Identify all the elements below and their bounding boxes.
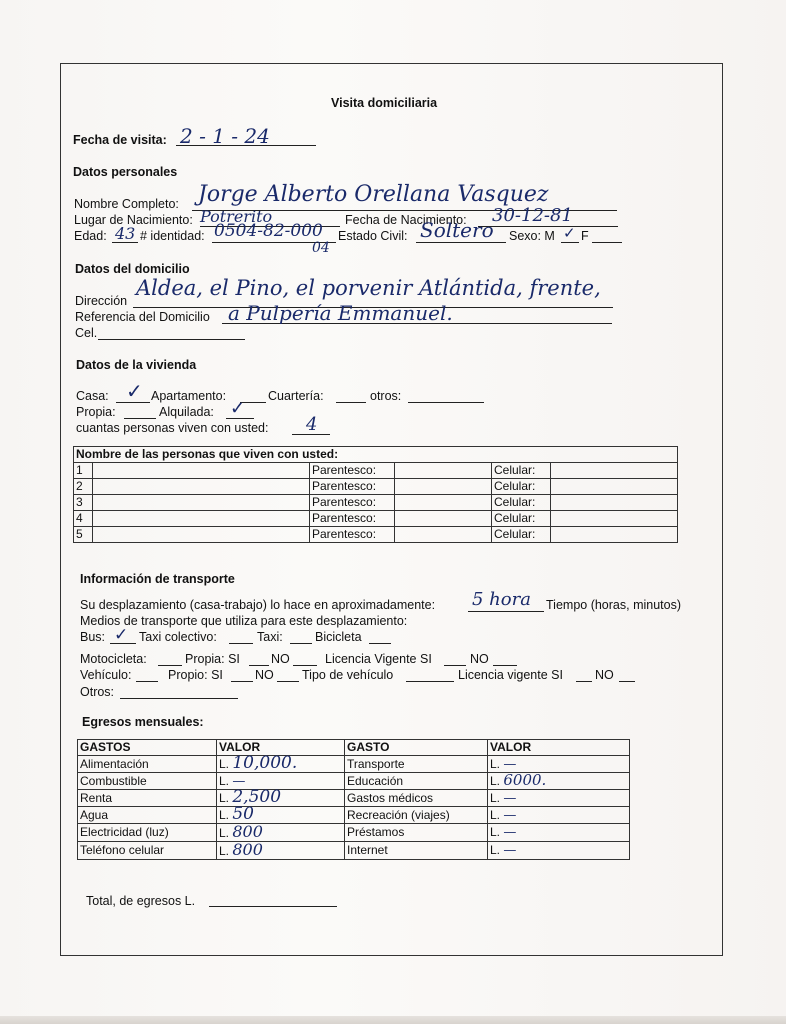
row-number: 2 bbox=[74, 479, 93, 495]
expense-value-cell[interactable] bbox=[488, 790, 630, 807]
vehicle-no-line bbox=[277, 681, 299, 682]
motorcycle-no-line bbox=[293, 665, 317, 666]
expense-value-cell[interactable] bbox=[217, 804, 345, 824]
relation-label: Parentesco: bbox=[310, 527, 395, 543]
expenses-col-right: GASTO bbox=[345, 740, 488, 756]
expenses-table bbox=[77, 739, 630, 860]
relation-label: Parentesco: bbox=[310, 495, 395, 511]
expense-value[interactable]: — bbox=[503, 825, 517, 840]
expense-value[interactable]: 800 bbox=[232, 840, 263, 859]
currency-label: L. bbox=[490, 756, 501, 771]
expense-value[interactable]: 800 bbox=[232, 822, 263, 841]
currency-label: L. bbox=[219, 773, 230, 788]
id-label: # identidad: bbox=[140, 229, 205, 243]
relation-cell[interactable] bbox=[395, 511, 492, 527]
rented-check-icon[interactable]: ✓ bbox=[230, 398, 246, 418]
cell-label: Celular: bbox=[492, 479, 551, 495]
own-line bbox=[124, 418, 156, 419]
housing-others-line bbox=[408, 402, 484, 403]
sex-f-label: F bbox=[581, 229, 589, 243]
expense-name: Electricidad (luz) bbox=[78, 824, 217, 842]
home-heading: Datos del domicilio bbox=[75, 262, 190, 276]
cell-label: Celular: bbox=[492, 495, 551, 511]
room-line bbox=[336, 402, 366, 403]
civil-status-value[interactable]: Soltero bbox=[420, 218, 494, 242]
row-number: 1 bbox=[74, 463, 93, 479]
license2-no-label: NO bbox=[595, 668, 614, 682]
bus-label: Bus: bbox=[80, 630, 106, 644]
vehicle-label: Vehículo: bbox=[80, 668, 132, 682]
currency-label: L. bbox=[490, 843, 501, 857]
id-value-second-line[interactable]: 04 bbox=[312, 240, 330, 256]
vehicle-type-label: Tipo de vehículo bbox=[302, 668, 394, 682]
sex-m-check-icon[interactable]: ✓ bbox=[563, 225, 576, 242]
currency-label: L. bbox=[219, 844, 230, 858]
birthplace-value[interactable]: Potrerito bbox=[200, 207, 273, 226]
expense-value-cell[interactable] bbox=[217, 842, 345, 860]
expense-name: Gastos médicos bbox=[345, 790, 488, 807]
full-name-value[interactable]: Jorge Alberto Orellana Vasquez bbox=[198, 182, 549, 207]
relation-label: Parentesco: bbox=[310, 479, 395, 495]
bicycle-label: Bicicleta bbox=[315, 630, 362, 644]
expense-value[interactable]: 2,500 bbox=[232, 787, 282, 807]
currency-label: L. bbox=[490, 825, 501, 839]
row-number: 4 bbox=[74, 511, 93, 527]
expense-name: Agua bbox=[78, 807, 217, 824]
table-row bbox=[78, 807, 630, 824]
expense-value-cell[interactable] bbox=[488, 773, 630, 790]
transport-others-line bbox=[120, 698, 238, 699]
apartment-label: Apartamento: bbox=[151, 389, 227, 403]
birthplace-label: Lugar de Nacimiento: bbox=[74, 213, 193, 227]
expense-value[interactable]: — bbox=[232, 773, 246, 789]
commute-label: Su desplazamiento (casa-trabajo) lo hace en aproximadamente: bbox=[80, 598, 436, 612]
person-name-cell[interactable] bbox=[93, 527, 310, 543]
vehicle-line bbox=[136, 681, 158, 682]
cell-number-cell[interactable] bbox=[551, 463, 678, 479]
relation-label: Parentesco: bbox=[310, 511, 395, 527]
collective-taxi-label: Taxi colectivo: bbox=[139, 630, 217, 644]
currency-label: L. bbox=[219, 808, 230, 822]
cell-number-cell[interactable] bbox=[551, 511, 678, 527]
sex-m-line bbox=[561, 242, 579, 243]
person-name-cell[interactable] bbox=[93, 463, 310, 479]
vehicle-own-si-line bbox=[231, 681, 253, 682]
sex-f-line bbox=[592, 242, 622, 243]
cell-label: Celular: bbox=[492, 463, 551, 479]
housing-heading: Datos de la vivienda bbox=[76, 358, 197, 372]
expense-value[interactable]: — bbox=[503, 790, 517, 806]
table-row bbox=[74, 479, 678, 495]
people-count-value[interactable]: 4 bbox=[306, 414, 318, 435]
cell-number-cell[interactable] bbox=[551, 479, 678, 495]
expense-name: Teléfono celular bbox=[78, 842, 217, 860]
cell-number-cell[interactable] bbox=[551, 527, 678, 543]
personal-heading: Datos personales bbox=[73, 165, 178, 179]
currency-label: L. bbox=[490, 774, 501, 788]
table-row bbox=[74, 463, 678, 479]
vehicle-type-line bbox=[406, 681, 454, 682]
expenses-col-left: GASTOS bbox=[78, 740, 217, 756]
license2-si-line bbox=[576, 681, 592, 682]
birthdate-value[interactable]: 30-12-81 bbox=[492, 205, 573, 226]
transport-means-label: Medios de transporte que utiliza para este desplazamiento: bbox=[80, 614, 408, 628]
license-si-line bbox=[444, 665, 466, 666]
motorcycle-label: Motocicleta: bbox=[80, 652, 147, 666]
expense-value[interactable]: — bbox=[503, 807, 517, 823]
id-value[interactable]: 0504-82-000 bbox=[214, 221, 323, 241]
expense-value[interactable]: 10,000. bbox=[232, 753, 298, 773]
table-row bbox=[78, 773, 630, 790]
expense-value-cell[interactable] bbox=[488, 842, 630, 860]
expense-name: Préstamos bbox=[345, 824, 488, 842]
currency-label: L. bbox=[490, 807, 501, 822]
form-title: Visita domiciliaria bbox=[331, 96, 438, 110]
license2-no-line bbox=[619, 681, 635, 682]
house-check-icon[interactable]: ✓ bbox=[126, 381, 143, 403]
row-number: 5 bbox=[74, 527, 93, 543]
taxi-line bbox=[290, 643, 312, 644]
expense-name: Alimentación bbox=[78, 756, 217, 773]
visit-date-label: Fecha de visita: bbox=[73, 133, 167, 147]
transport-others-label: Otros: bbox=[80, 685, 115, 699]
motorcycle-line bbox=[158, 665, 182, 666]
expense-name: Recreación (viajes) bbox=[345, 807, 488, 824]
housing-others-label: otros: bbox=[370, 389, 402, 403]
birthdate-label: Fecha de Nacimiento: bbox=[345, 213, 467, 227]
expense-value-cell[interactable] bbox=[488, 807, 630, 824]
full-name-label: Nombre Completo: bbox=[74, 197, 179, 211]
motorcycle-no-label: NO bbox=[271, 652, 290, 666]
table-row bbox=[78, 790, 630, 807]
bus-check-icon[interactable]: ✓ bbox=[114, 625, 129, 644]
cell-line bbox=[98, 339, 245, 340]
cell-number-cell[interactable] bbox=[551, 495, 678, 511]
house-label: Casa: bbox=[76, 389, 109, 403]
address-value[interactable]: Aldea, el Pino, el porvenir Atlántida, frente, bbox=[136, 276, 601, 300]
row-number: 3 bbox=[74, 495, 93, 511]
person-name-cell[interactable] bbox=[93, 479, 310, 495]
room-label: Cuartería: bbox=[268, 389, 324, 403]
expense-value[interactable]: — bbox=[503, 756, 517, 772]
commute-line bbox=[468, 611, 544, 612]
expense-name: Transporte bbox=[345, 756, 488, 773]
expense-value-cell[interactable] bbox=[488, 824, 630, 842]
expense-value-cell[interactable] bbox=[217, 753, 345, 773]
currency-label: L. bbox=[490, 790, 501, 805]
expense-name: Combustible bbox=[78, 773, 217, 790]
commute-value[interactable]: 5 hora bbox=[472, 589, 531, 610]
relation-cell[interactable] bbox=[395, 479, 492, 495]
taxi-label: Taxi: bbox=[257, 630, 283, 644]
relation-cell[interactable] bbox=[395, 463, 492, 479]
table-row bbox=[74, 527, 678, 543]
expense-value[interactable]: — bbox=[503, 843, 517, 858]
transport-heading: Información de transporte bbox=[80, 572, 235, 586]
people-count-label: cuantas personas viven con usted: bbox=[76, 421, 269, 435]
total-expenses-line[interactable] bbox=[209, 906, 337, 907]
expenses-col-value-left: VALOR bbox=[217, 740, 345, 756]
civil-status-line bbox=[416, 242, 506, 243]
birthdate-line bbox=[478, 226, 618, 227]
bicycle-line bbox=[369, 643, 391, 644]
table-row bbox=[74, 495, 678, 511]
cell-label: Celular: bbox=[492, 511, 551, 527]
person-name-cell[interactable] bbox=[93, 495, 310, 511]
expense-value-cell[interactable] bbox=[217, 824, 345, 842]
visit-date-value[interactable]: 2 - 1 - 24 bbox=[180, 124, 270, 148]
license2-label: Licencia vigente SI bbox=[458, 668, 563, 682]
sex-m-label: Sexo: M bbox=[509, 229, 555, 243]
collective-taxi-line bbox=[229, 643, 253, 644]
age-label: Edad: bbox=[74, 229, 107, 243]
relation-cell[interactable] bbox=[395, 527, 492, 543]
total-expenses-label: Total, de egresos L. bbox=[86, 894, 196, 908]
people-table-header: Nombre de las personas que viven con usted: bbox=[74, 447, 678, 463]
address-label: Dirección bbox=[75, 294, 128, 308]
expense-name: Internet bbox=[345, 842, 488, 860]
civil-status-label: Estado Civil: bbox=[338, 229, 408, 243]
expense-name: Renta bbox=[78, 790, 217, 807]
motorcycle-own-label: Propia: SI bbox=[185, 652, 240, 666]
table-row bbox=[78, 756, 630, 773]
person-name-cell[interactable] bbox=[93, 511, 310, 527]
expense-value[interactable]: 50 bbox=[232, 804, 254, 824]
age-value[interactable]: 43 bbox=[115, 224, 136, 243]
license-no-line bbox=[493, 665, 517, 666]
reference-label: Referencia del Domicilio bbox=[75, 310, 210, 324]
reference-value[interactable]: a Pulpería Emmanuel. bbox=[228, 301, 453, 325]
expense-name: Educación bbox=[345, 773, 488, 790]
license-label: Licencia Vigente SI bbox=[325, 652, 432, 666]
expense-value-cell[interactable] bbox=[488, 756, 630, 773]
table-row bbox=[74, 511, 678, 527]
expenses-col-value-right: VALOR bbox=[488, 740, 630, 756]
motorcycle-own-si-line bbox=[249, 665, 269, 666]
relation-label: Parentesco: bbox=[310, 463, 395, 479]
cell-label: Cel. bbox=[75, 326, 98, 340]
table-row bbox=[78, 842, 630, 860]
currency-label: L. bbox=[219, 826, 230, 840]
vehicle-own-label: Propio: SI bbox=[168, 668, 223, 682]
page-bottom-shadow bbox=[0, 1016, 786, 1024]
currency-label: L. bbox=[219, 791, 230, 805]
people-table bbox=[73, 446, 678, 543]
cell-label: Celular: bbox=[492, 527, 551, 543]
currency-label: L. bbox=[219, 757, 230, 771]
own-label: Propia: bbox=[76, 405, 116, 419]
rented-label: Alquilada: bbox=[159, 405, 214, 419]
expenses-heading: Egresos mensuales: bbox=[82, 715, 204, 729]
license-no-label: NO bbox=[470, 652, 489, 666]
relation-cell[interactable] bbox=[395, 495, 492, 511]
vehicle-no-label: NO bbox=[255, 668, 274, 682]
table-row bbox=[78, 824, 630, 842]
commute-unit-label: Tiempo (horas, minutos) bbox=[546, 598, 681, 612]
expense-value[interactable]: 6000. bbox=[503, 771, 547, 789]
